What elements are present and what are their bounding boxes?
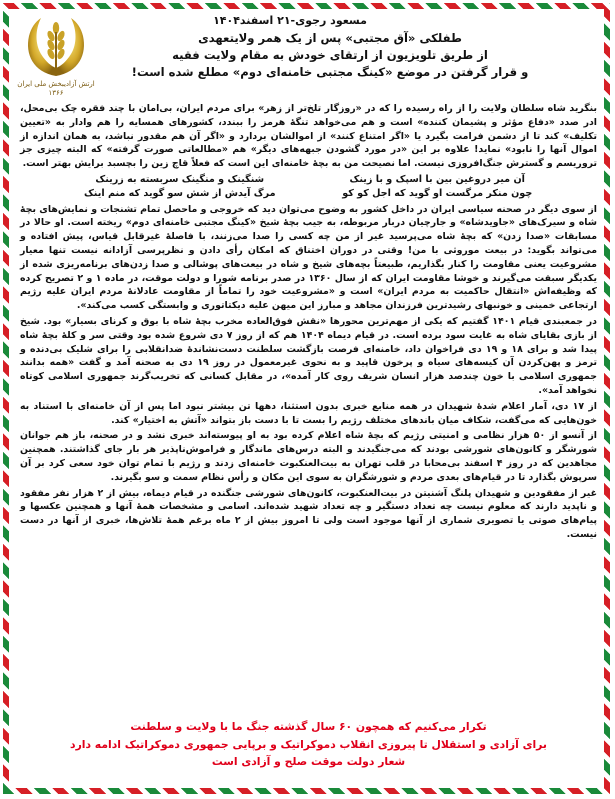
paragraph: در جمعبندی قیام ۱۴۰۱ گفتیم که یکی از مهم‌ترین محورها «نقش فوق‌العاده مخرب بچهٔ شاه با بوق و کرنای بسیار» بود. شیخ از بازی بقایای شاه به غایت سود برده است. در قیام دیماه ۱۴۰۴ هم که از روز ۷ دی شروع شده بود وقتی سر و کلهٔ بچهٔ شاه پیدا شد و برای ۱۸ و ۱۹ دی فراخوان داد، خامنه‌ای فرصت بازگشت سلطنت دست‌نشاندهٔ ضدانقلابی را برای شلیک بی‌دنده و ترمز و پهن‌کردن آن کیسه‌های سیاه و پرخون قاپید و به نحوی غیرمعمول در روز ۱۹ دی به صحنه آمد و گفت «همه بدانند جمهوری اسلامی با خون چندصد هزار انسان شریف روی کار آمده»، در مقابل کسانی که تخریب‌گرند جمهوری اسلامی کوتاه نخواهد آمد». xyxy=(20,315,598,396)
poem-verse xyxy=(60,173,557,201)
header xyxy=(95,14,565,81)
wheat-emblem-icon xyxy=(21,14,91,80)
verse-line: شنگینک و منگینک سربسته به زرینک xyxy=(95,173,265,185)
content-area xyxy=(10,10,605,789)
paragraph: بنگرید شاه سلطان ولایت را از راه رسیده را که در «روزگار تلخ‌تر از زهر» برای مردم ایران، بی‌امان با چند فقره چک بی‌محل، ادر صدد «دفاع مؤثر و پشیمان کننده» است و هم می‌خواهد تنگهٔ هرمز را ببندد، کشورهای همسایه را هم وادار به «تعیین تکلیف» کند تا از دشمن فرامت بگیرد یا «اگر امتناع کنند» از اموالشان بردارد و «اگر آن هم مقدور نباشد، به همان اندازه از اموال آنها را نابود» نماید! علاوه بر این «در مورد گشودن جبهه‌های دیگر» هم «مطالعاتی صورت گرفته» که البته چیزی جز تروریسم و گسترش جنگ‌افروزی نیست. اما نصیحت من به بچهٔ خامنه‌ای این است که فعلاً قاچ زین را بچسبد برایش بهتر است. xyxy=(20,103,597,170)
headline-line-2: از طریق تلویزیون از ارتقای خودش به مقام ولایت فقیه xyxy=(172,48,488,62)
closing-line-3: شعار دولت موقت صلح و آزادی است xyxy=(211,755,406,768)
dateline: مسعود رجوی-۲۱ اسفند۱۴۰۴ xyxy=(213,14,367,27)
headline-line-1: طفلکی «آق مجتبی» پس از یک همر ولایتعهدی xyxy=(198,31,462,45)
organization-logo xyxy=(16,14,96,104)
closing-statement xyxy=(20,718,597,771)
paragraph: از ۱۷ دی، آمار اعلام شدهٔ شهیدان در همه منابع خبری بدون استثنا، دهها تن بیشتر نبود اما پس از آن خامنه‌ای با استناد به خون‌هایی که می‌گفت، شکاف میان باندهای مختلف رژیم را بست تا با دست باز بتواند «آتش به اختیار» کند. xyxy=(20,400,597,426)
closing-line-2: برای آزادی و استقلال تا پیروزی انقلاب دموکراتیک و برپایی جمهوری دموکراتیک ادامه دارد xyxy=(70,737,547,751)
article-body xyxy=(20,102,597,544)
verse-line: چون منکر مرگست او گوید که اجل کو کو xyxy=(342,187,533,199)
paragraph: از سوی دیگر در صحنه سیاسی ایران در داخل کشور به وضوح می‌توان دید که خروجی و ماحصل تمام تشنجات و نمایش‌های بچهٔ شاه و سیرک‌های «جاویدشاه» و جارچیان دربار مربوطه، به جیب بچهٔ شیخ «کینگ مجتبی خامنه‌ای دوم» ریخته است. او حالا در مسابقات «صدا زدن» که بچهٔ شاه می‌پرسید غیر از من چه کسی را صدا می‌زنند، با فاصلهٔ غیرقابل قیاس، پیش افتاده و می‌تواند بگوید: در بیعت موروثی با من! وقتی در دوران اختناق که امکان رأی دادن و نظرپرسی آزادانه نیست تنها معیار مشروعیت یعنی مقاومت را کنار بگذاریم، طبیعتاً بچه‌های شیخ و شاه در بیعت‌های پوشالی و صدا زدن‌های برنامه‌ریزی شده از یکدیگر سبقت می‌گیرند و خوشا مقاومت ایران که از سال ۱۳۶۰ در صدر برنامه شورا و دولت موقت، در ماده ۱ و ۲ تصریح کرده که وظیفه‌اش «انتقال حاکمیت به مردم ایران» است و «مشروعیت خود را تماماً از مقاومت عادلانهٔ مردم ایران علیه رژیم ارتجاعی خمینی و خونبهای رشیدترین فرزندان مجاهد و مبارز این میهن علیه دیکتاتوری و وابستگی کسب می‌کند». xyxy=(20,203,597,312)
verse-line: آن میر دروغین بین با اسپک و با زینک xyxy=(349,173,525,185)
verse-line: مرگ آیدش از شش سو گوید که منم اینک xyxy=(83,187,276,199)
logo-year: ۱۳۶۶ xyxy=(48,89,64,97)
paragraph: از آنسو از ۵۰ هزار نظامی و امنیتی رژیم که بچهٔ شاه اعلام کرده بود به او پیوسته‌اند خبری نشد و در صحنه، باز هم جوانان شورشگر و کانون‌های شورشی بودند که می‌جنگیدند و البته درس‌های ماندگار و فراموش‌ناپذیر هر بار جای گذاشتند. همچنین مجاهدین که در روز ۴ اسفند بی‌محابا در قلب تهران به بیت‌العنکبوت خامنه‌ای زدند و رژیم با تمام توان خود سعی کرد بر آن سرپوش بگذارد تا در قیام‌های بعدی مردم و شورشگران به سوی این مکان و رأس نظام سمت و سو بگیرند. xyxy=(20,430,597,483)
logo-org-name: ارتش آزادیبخش ملی ایران xyxy=(17,80,95,88)
headline-line-3: و قرار گرفتن در موضع «کینگ مجتبی خامنه‌ای دوم» مطلع شده است! xyxy=(131,65,529,79)
closing-line-1: تکرار می‌کنیم که همچون ۶۰ سال گذشته جنگ ما با ولایت و سلطنت xyxy=(130,720,487,733)
paragraph: غیر از مفقودین و شهیدان پلنگ آشنیتن در بیت‌العنکبوت، کانون‌های شورشی جنگنده در قیام دیماه، بیش از ۲ هزار نفر مفقود و ناپدید دارند که معلوم نیست چه تعداد دستگیر و چه تعداد شهید شده‌اند. اسامی و مشخصات همهٔ آنها و همچنین عکسها و پیام‌های صوتی یا تصویری شماری از آنها موجود است ولی تا امروز بیش از ۲ ماه برغم همهٔ تلاش‌ها، خبری از آنها در دست نیست. xyxy=(20,487,597,540)
